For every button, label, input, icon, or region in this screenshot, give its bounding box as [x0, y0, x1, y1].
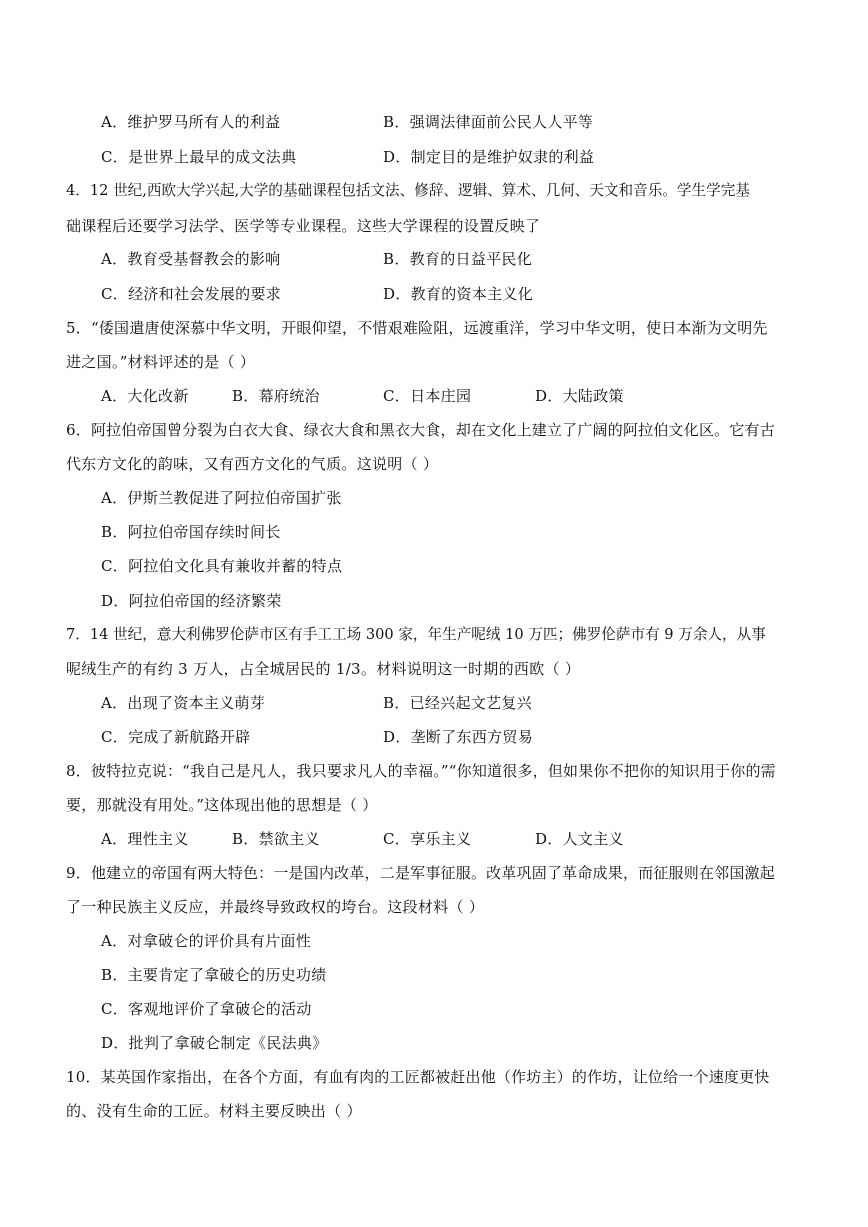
q8-option-d: D．人文主义 [535, 830, 624, 848]
q7-option-c: C．完成了新航路开辟 [101, 728, 251, 746]
q4-option-b: B．教育的日益平民化 [383, 250, 533, 268]
q9-option-a: A．对拿破仑的评价具有片面性 [101, 932, 312, 950]
q8-option-a: A．理性主义 [101, 830, 189, 848]
q9-option-c: C．客观地评价了拿破仑的活动 [101, 1000, 312, 1018]
q6-stem-line-1: 6．阿拉伯帝国曾分裂为白衣大食、绿衣大食和黑衣大食，却在文化上建立了广阔的阿拉伯文化区。它有古 [66, 421, 775, 439]
q9-stem-line-2: 了一种民族主义反应，并最终导致政权的垮台。这段材料（ ） [66, 898, 485, 916]
q9-option-d: D．批判了拿破仑制定《民法典》 [101, 1034, 328, 1052]
q8-option-b: B．禁欲主义 [232, 830, 320, 848]
q3-option-c: C．是世界上最早的成文法典 [101, 148, 297, 166]
q6-option-b: B．阿拉伯帝国存续时间长 [101, 523, 281, 541]
q8-stem-line-2: 要，那就没有用处。”这体现出他的思想是（ ） [66, 796, 378, 814]
q5-option-d: D．大陆政策 [535, 387, 624, 405]
q4-option-c: C．经济和社会发展的要求 [101, 285, 282, 303]
q8-option-c: C．享乐主义 [383, 830, 472, 848]
q7-option-a: A．出现了资本主义萌芽 [101, 694, 266, 712]
q7-stem-line-2: 呢绒生产的有约 3 万人，占全城居民的 1/3。材料说明这一时期的西欧（ ） [66, 660, 581, 678]
q6-option-d: D．阿拉伯帝国的经济繁荣 [101, 592, 282, 610]
q7-option-b: B．已经兴起文艺复兴 [383, 694, 533, 712]
q8-stem-line-1: 8．彼特拉克说：“我自己是凡人，我只要求凡人的幸福。”“你知道很多，但如果你不把你的知识用于你的需 [66, 762, 776, 780]
q5-option-a: A．大化改新 [101, 387, 189, 405]
q3-option-b: B．强调法律面前公民人人平等 [383, 113, 594, 131]
q7-option-d: D．垄断了东西方贸易 [383, 728, 534, 746]
q7-stem-line-1: 7．14 世纪，意大利佛罗伦萨市区有手工工场 300 家，年生产呢绒 10 万匹；佛罗伦萨市有 9 万余人，从事 [66, 626, 766, 643]
q4-stem-line-2: 础课程后还要学习法学、医学等专业课程。这些大学课程的设置反映了 [66, 217, 541, 235]
q5-stem-line-2: 进之国。”材料评述的是（ ） [66, 353, 256, 371]
q6-option-c: C．阿拉伯文化具有兼收并蓄的特点 [101, 557, 343, 575]
q9-option-b: B．主要肯定了拿破仑的历史功绩 [101, 966, 327, 984]
q9-stem-line-1: 9．他建立的帝国有两大特色：一是国内改革，二是军事征服。改革巩固了革命成果，而征服则在邻国激起 [66, 864, 775, 882]
q3-option-d: D．制定目的是维护奴隶的利益 [383, 148, 595, 166]
q10-stem-line-2: 的、没有生命的工匠。材料主要反映出（ ） [66, 1102, 362, 1120]
q5-option-b: B．幕府统治 [232, 387, 320, 405]
q4-option-a: A．教育受基督教会的影响 [101, 250, 281, 268]
q3-option-a: A．维护罗马所有人的利益 [101, 113, 281, 131]
q5-option-c: C．日本庄园 [383, 387, 472, 405]
q5-stem-line-1: 5．“倭国遣唐使深慕中华文明，开眼仰望，不惜艰难险阻，远渡重洋，学习中华文明，使日本渐为文明先 [66, 319, 768, 337]
q4-option-d: D．教育的资本主义化 [383, 285, 534, 303]
q10-stem-line-1: 10．某英国作家指出，在各个方面，有血有肉的工匠都被赶出他（作坊主）的作坊，让位给一个速度更快 [66, 1068, 770, 1086]
q6-option-a: A．伊斯兰教促进了阿拉伯帝国扩张 [101, 489, 342, 507]
q6-stem-line-2: 代东方文化的韵味，又有西方文化的气质。这说明（ ） [66, 455, 439, 473]
q4-stem-line-1: 4．12 世纪,西欧大学兴起,大学的基础课程包括文法、修辞、逻辑、算术、几何、天文和音乐。学生学完基 [66, 182, 750, 199]
